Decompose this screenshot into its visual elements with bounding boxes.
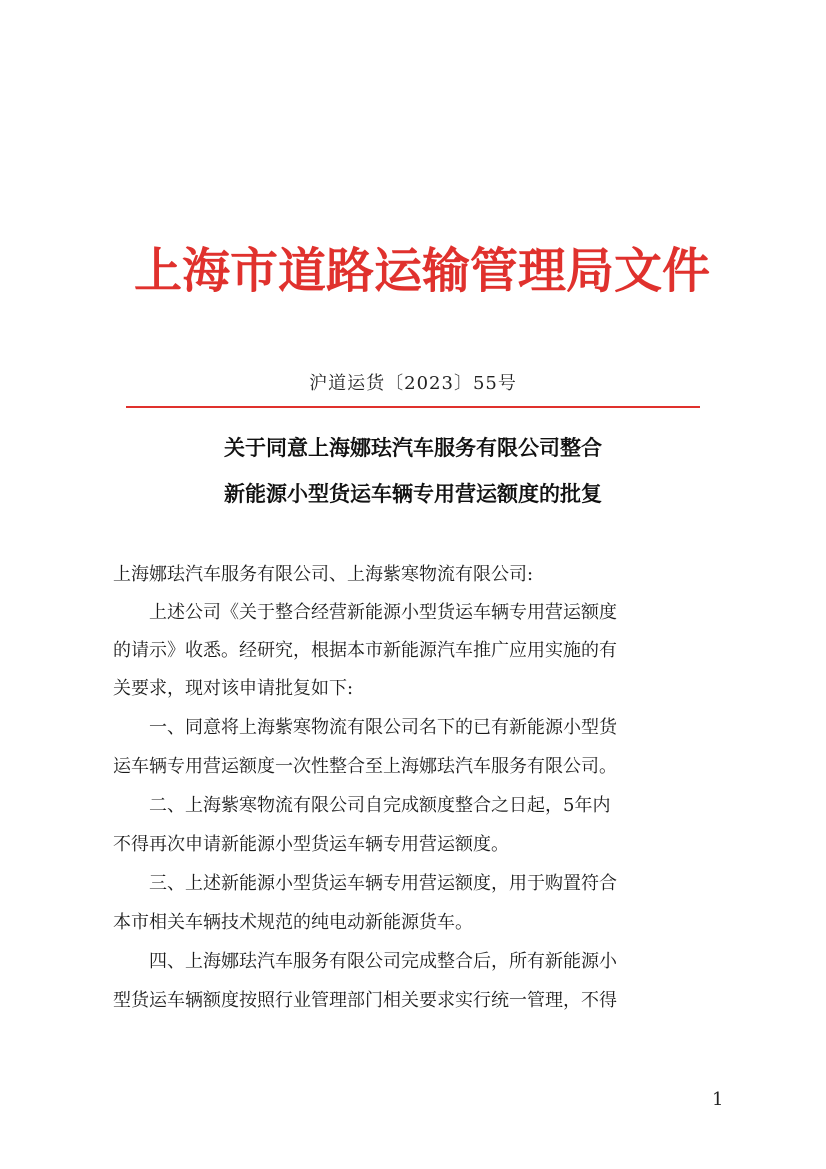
issuing-authority-header: 上海市道路运输管理局文件 [134,243,711,299]
body-line: 不得再次申请新能源小型货运车辆专用营运额度。 [113,834,509,855]
document-number: 沪道运货〔2023〕55号 [309,373,517,394]
body-line: 本市相关车辆技术规范的纯电动新能源货车。 [113,912,473,933]
body-line: 四、上海娜珐汽车服务有限公司完成整合后，所有新能源小 [113,951,617,972]
red-divider-line [126,406,700,408]
body-line: 二、上海紫寒物流有限公司自完成额度整合之日起，5年内 [113,795,611,816]
body-line: 三、上述新能源小型货运车辆专用营运额度，用于购置符合 [113,873,617,894]
body-line: 运车辆专用营运额度一次性整合至上海娜珐汽车服务有限公司。 [113,756,617,777]
body-line: 上述公司《关于整合经营新能源小型货运车辆专用营运额度 [113,602,617,623]
body-line: 型货运车辆额度按照行业管理部门相关要求实行统一管理，不得 [113,990,617,1011]
document-title-line-1: 关于同意上海娜珐汽车服务有限公司整合 [224,436,602,460]
body-line: 的请示》收悉。经研究，根据本市新能源汽车推广应用实施的有 [113,640,617,661]
recipients-line: 上海娜珐汽车服务有限公司、上海紫寒物流有限公司: [113,564,534,585]
page-number: 1 [712,1089,724,1110]
body-line: 一、同意将上海紫寒物流有限公司名下的已有新能源小型货 [113,717,617,738]
document-title-line-2: 新能源小型货运车辆专用营运额度的批复 [224,482,602,506]
body-line: 关要求，现对该申请批复如下: [113,678,354,699]
